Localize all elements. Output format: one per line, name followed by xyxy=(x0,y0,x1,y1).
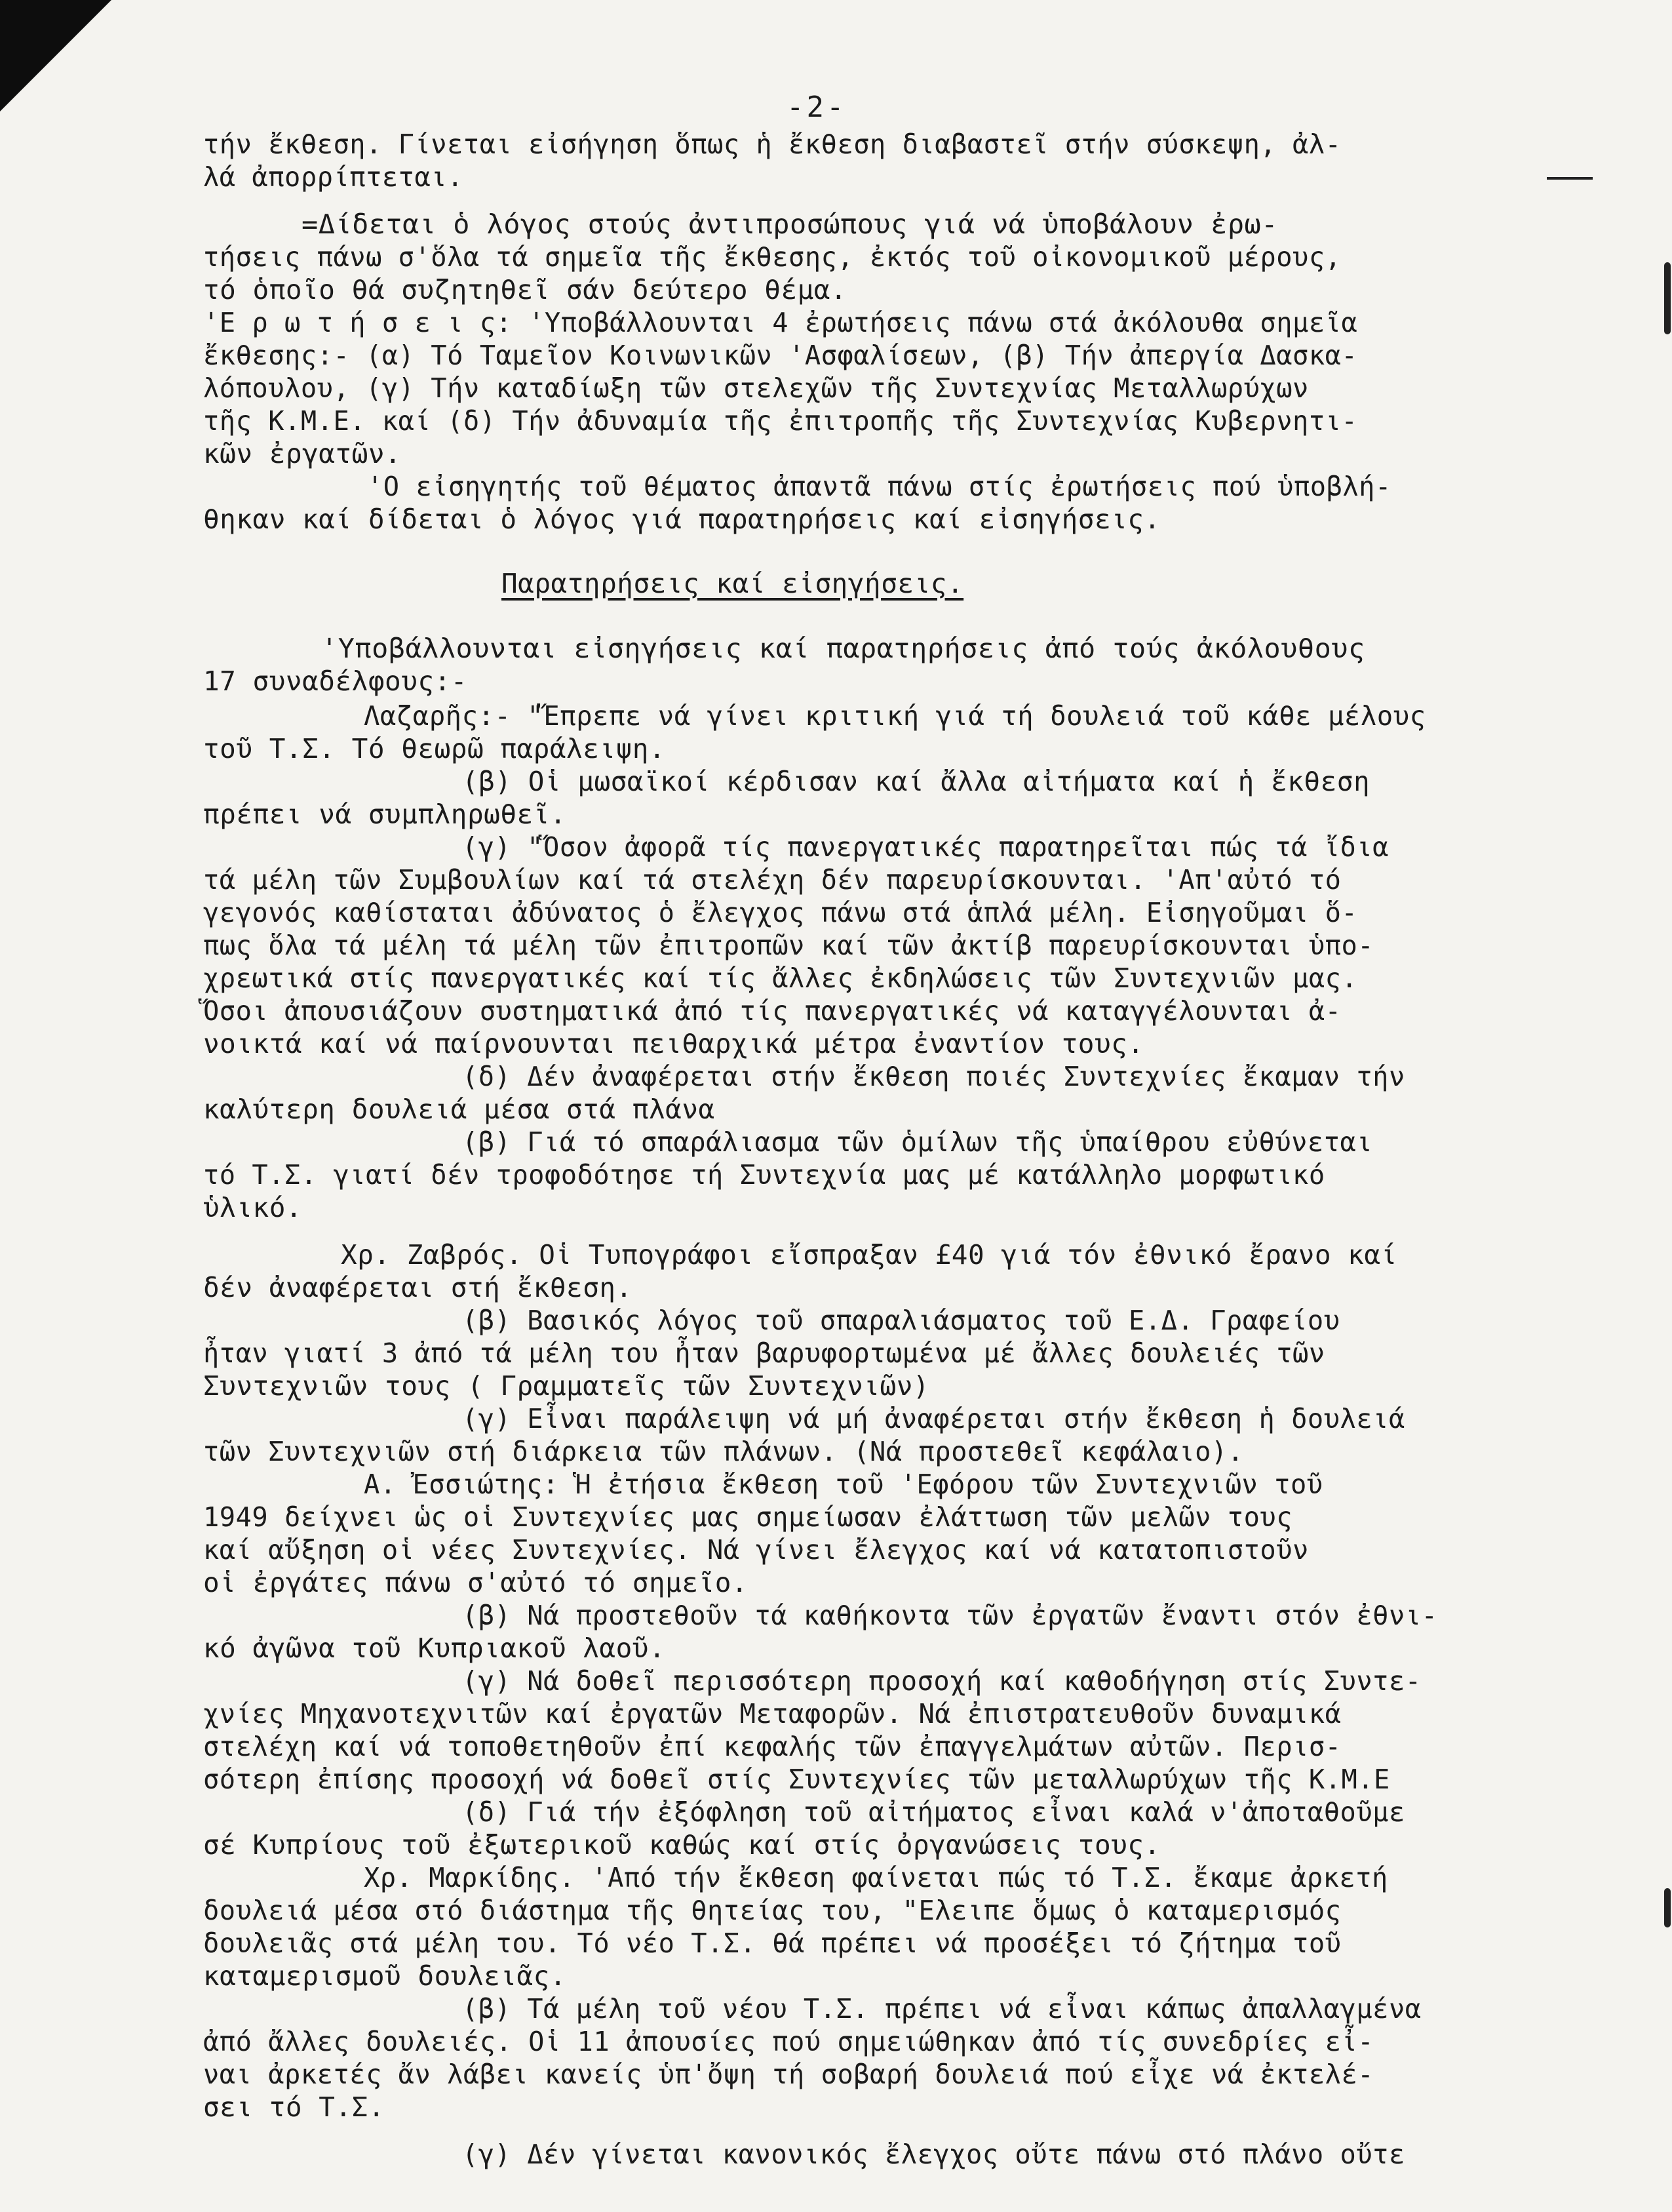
text-line: Συντεχνιῶν τους ( Γραμματεῖς τῶν Συντεχνιῶν) xyxy=(203,1370,930,1402)
text-line: (β) Τά μέλη τοῦ νέου Τ.Σ. πρέπει νά εἶναι κάπως ἀπαλλαγμένα xyxy=(462,1993,1422,2024)
text-line: τήσεις πάνω σ'ὅλα τά σημεῖα τῆς ἔκθεσης, ἐκτός τοῦ οἰκονομικοῦ μέρους, xyxy=(203,241,1342,273)
torn-corner-fill xyxy=(0,0,62,39)
text-line: 1949 δείχνει ὡς οἱ Συντεχνίες μας σημείωσαν ἐλάττωση τῶν μελῶν τους xyxy=(203,1501,1293,1533)
text-line: χνίες Μηχανοτεχνιτῶν καί ἐργατῶν Μεταφορῶν. Νά ἐπιστρατευθοῦν δυναμικά xyxy=(203,1698,1342,1729)
text-line: ἀπό ἄλλες δουλειές. Οἱ 11 ἀπουσίες πού σημειώθηκαν ἀπό τίς συνεδρίες εἶ- xyxy=(203,2026,1374,2057)
text-line: σει τό Τ.Σ. xyxy=(203,2091,385,2123)
text-line: (γ) Δέν γίνεται κανονικός ἔλεγχος οὔτε πάνω στό πλάνο οὔτε xyxy=(462,2139,1405,2170)
text-line: (δ) Γιά τήν ἐξόφληση τοῦ αἰτήματος εἶναι καλά ν'ἀποταθοῦμε xyxy=(462,1796,1405,1828)
text-line: ναι ἀρκετές ἄν λάβει κανείς ὑπ'ὄψη τή σοβαρή δουλειά πού εἶχε νά ἐκτελέ- xyxy=(203,2059,1374,2090)
text-line: λά ἀπορρίπτεται. xyxy=(203,161,463,193)
text-line: τῶν Συντεχνιῶν στή διάρκεια τῶν πλάνων. (Νά προστεθεῖ κεφάλαιο). xyxy=(203,1436,1244,1467)
text-line: Ὅσοι ἀπουσιάζουν συστηματικά ἀπό τίς πανεργατικές νά καταγγέλουνται ἀ- xyxy=(203,995,1342,1027)
text-line: Α. Ἐσσιώτης: Ἡ ἐτήσια ἔκθεση τοῦ 'Εφόρου τῶν Συντεχνιῶν τοῦ xyxy=(364,1469,1323,1500)
text-line: κῶν ἐργατῶν. xyxy=(203,438,402,469)
text-line: Λαζαρῆς:- "Ἔπρεπε νά γίνει κριτική γιά τή δουλειά τοῦ κάθε μέλους xyxy=(364,700,1426,732)
text-line: τό ὁποῖο θά συζητηθεῖ σάν δεύτερο θέμα. xyxy=(203,274,847,306)
text-line: 'Υποβάλλουνται εἰσηγήσεις καί παρατηρήσεις ἀπό τούς ἀκόλουθους xyxy=(321,633,1365,664)
text-line: Χρ. Μαρκίδης. 'Από τήν ἔκθεση φαίνεται πώς τό Τ.Σ. ἔκαμε ἀρκετή xyxy=(364,1862,1388,1893)
text-line: τῆς Κ.Μ.Ε. καί (δ) Τήν ἀδυναμία τῆς ἐπιτροπῆς τῆς Συντεχνίας Κυβερνητι- xyxy=(203,405,1358,437)
text-line: =Δίδεται ὁ λόγος στούς ἀντιπροσώπους γιά νά ὑποβάλουν ἐρω- xyxy=(301,208,1278,240)
text-line: πως ὅλα τά μέλη τά μέλη τῶν ἐπιτροπῶν καί τῶν ἀκτίβ παρευρίσκουνται ὑπο- xyxy=(203,930,1374,961)
text-line: καταμερισμοῦ δουλειᾶς. xyxy=(203,1960,567,1992)
text-line: τήν ἔκθεση. Γίνεται εἰσήγηση ὅπως ἡ ἔκθεση διαβαστεῖ στήν σύσκεψη, ἀλ- xyxy=(203,128,1342,160)
text-line: καλύτερη δουλειά μέσα στά πλάνα xyxy=(203,1094,715,1125)
text-line: δουλειᾶς στά μέλη του. Τό νέο Τ.Σ. θά πρέπει νά προσέξει τό ζήτημα τοῦ xyxy=(203,1927,1342,1959)
text-line: οἱ ἐργάτες πάνω σ'αὐτό τό σημεῖο. xyxy=(203,1567,749,1598)
text-line: κό ἀγῶνα τοῦ Κυπριακοῦ λαοῦ. xyxy=(203,1632,666,1664)
edge-mark xyxy=(1664,1888,1671,1927)
text-line: ἔκθεσης:- (α) Τό Ταμεῖον Κοινωνικῶν 'Ασφαλίσεων, (β) Τήν ἀπεργία Δασκα- xyxy=(203,340,1358,371)
margin-dash xyxy=(1547,177,1593,180)
text-line: ἦταν γιατί 3 ἀπό τά μέλη του ἦταν βαρυφορτωμένα μέ ἄλλες δουλειές τῶν xyxy=(203,1337,1325,1369)
text-line: 'Ο εἰσηγητής τοῦ θέματος ἀπαντᾶ πάνω στίς ἐρωτήσεις πού ὑποβλή- xyxy=(367,471,1391,502)
text-line: πρέπει νά συμπληρωθεῖ. xyxy=(203,799,567,830)
text-line: (β) Βασικός λόγος τοῦ σπαραλιάσματος τοῦ Ε.Δ. Γραφείου xyxy=(462,1305,1340,1336)
section-heading: Παρατηρήσεις καί εἰσηγήσεις. xyxy=(501,568,964,599)
text-line: θηκαν καί δίδεται ὁ λόγος γιά παρατηρήσεις καί εἰσηγήσεις. xyxy=(203,504,1161,535)
text-line: γεγονός καθίσταται ἀδύνατος ὁ ἔλεγχος πάνω στά ἁπλά μέλη. Εἰσηγοῦμαι ὅ- xyxy=(203,897,1358,928)
text-line: (γ) Νά δοθεῖ περισσότερη προσοχή καί καθοδήγηση στίς Συντε- xyxy=(462,1665,1422,1697)
text-line: (γ) "Ὅσον ἀφορᾶ τίς πανεργατικές παρατηρεῖται πώς τά ἴδια xyxy=(462,831,1389,863)
text-line: 17 συναδέλφους:- xyxy=(203,665,467,697)
text-line: 'Ε ρ ω τ ή σ ε ι ς: 'Υποβάλλουνται 4 ἐρωτήσεις πάνω στά ἀκόλουθα σημεῖα xyxy=(203,307,1358,338)
edge-mark xyxy=(1664,262,1671,334)
text-line: τό Τ.Σ. γιατί δέν τροφοδότησε τή Συντεχνία μας μέ κατάλληλο μορφωτικό xyxy=(203,1159,1325,1191)
text-line: ὑλικό. xyxy=(203,1192,303,1223)
text-line: λόπουλου, (γ) Τήν καταδίωξη τῶν στελεχῶν τῆς Συντεχνίας Μεταλλωρύχων xyxy=(203,372,1309,404)
text-line: δέν ἀναφέρεται στή ἔκθεση. xyxy=(203,1272,632,1303)
text-line: (δ) Δέν ἀναφέρεται στήν ἔκθεση ποιές Συντεχνίες ἔκαμαν τήν xyxy=(462,1061,1405,1092)
text-line: σέ Κυπρίους τοῦ ἐξωτερικοῦ καθώς καί στίς ὀργανώσεις τους. xyxy=(203,1829,1161,1861)
text-line: (β) Γιά τό σπαράλιασμα τῶν ὁμίλων τῆς ὑπαίθρου εὐθύνεται xyxy=(462,1126,1373,1158)
text-line: (γ) Εἶναι παράλειψη νά μή ἀναφέρεται στήν ἔκθεση ἡ δουλειά xyxy=(462,1403,1405,1434)
text-line: νοικτά καί νά παίρνουνται πειθαρχικά μέτρα ἐναντίον τους. xyxy=(203,1028,1144,1059)
page-number: -2- xyxy=(787,90,847,124)
text-line: στελέχη καί νά τοποθετηθοῦν ἐπί κεφαλής τῶν ἐπαγγελμάτων αὐτῶν. Περισ- xyxy=(203,1731,1342,1762)
text-line: χρεωτικά στίς πανεργατικές καί τίς ἄλλες ἐκδηλώσεις τῶν Συντεχνιῶν μας. xyxy=(203,962,1358,994)
text-line: τοῦ Τ.Σ. Τό θεωρῶ παράλειψη. xyxy=(203,733,666,764)
text-line: καί αὔξηση οἱ νέες Συντεχνίες. Νά γίνει ἔλεγχος καί νά κατατοπιστοῦν xyxy=(203,1534,1309,1566)
text-line: δουλειά μέσα στό διάστημα τῆς θητείας του, "Ελειπε ὅμως ὁ καταμερισμός xyxy=(203,1895,1342,1926)
text-line: σότερη ἐπίσης προσοχή νά δοθεῖ στίς Συντεχνίες τῶν μεταλλωρύχων τῆς Κ.Μ.Ε xyxy=(203,1764,1390,1795)
text-line: (β) Οἱ μωσαϊκοί κέρδισαν καί ἄλλα αἰτήματα καί ἡ ἔκθεση xyxy=(462,766,1371,797)
text-line: τά μέλη τῶν Συμβουλίων καί τά στελέχη δέν παρευρίσκουνται. 'Απ'αὐτό τό xyxy=(203,864,1342,896)
text-line: Χρ. Ζαβρός. Οἱ Τυπογράφοι εἴσπραξαν £40 γιά τόν ἐθνικό ἔρανο καί xyxy=(341,1239,1397,1271)
text-line: (β) Νά προστεθοῦν τά καθήκοντα τῶν ἐργατῶν ἔναντι στόν ἐθνι- xyxy=(462,1600,1438,1631)
